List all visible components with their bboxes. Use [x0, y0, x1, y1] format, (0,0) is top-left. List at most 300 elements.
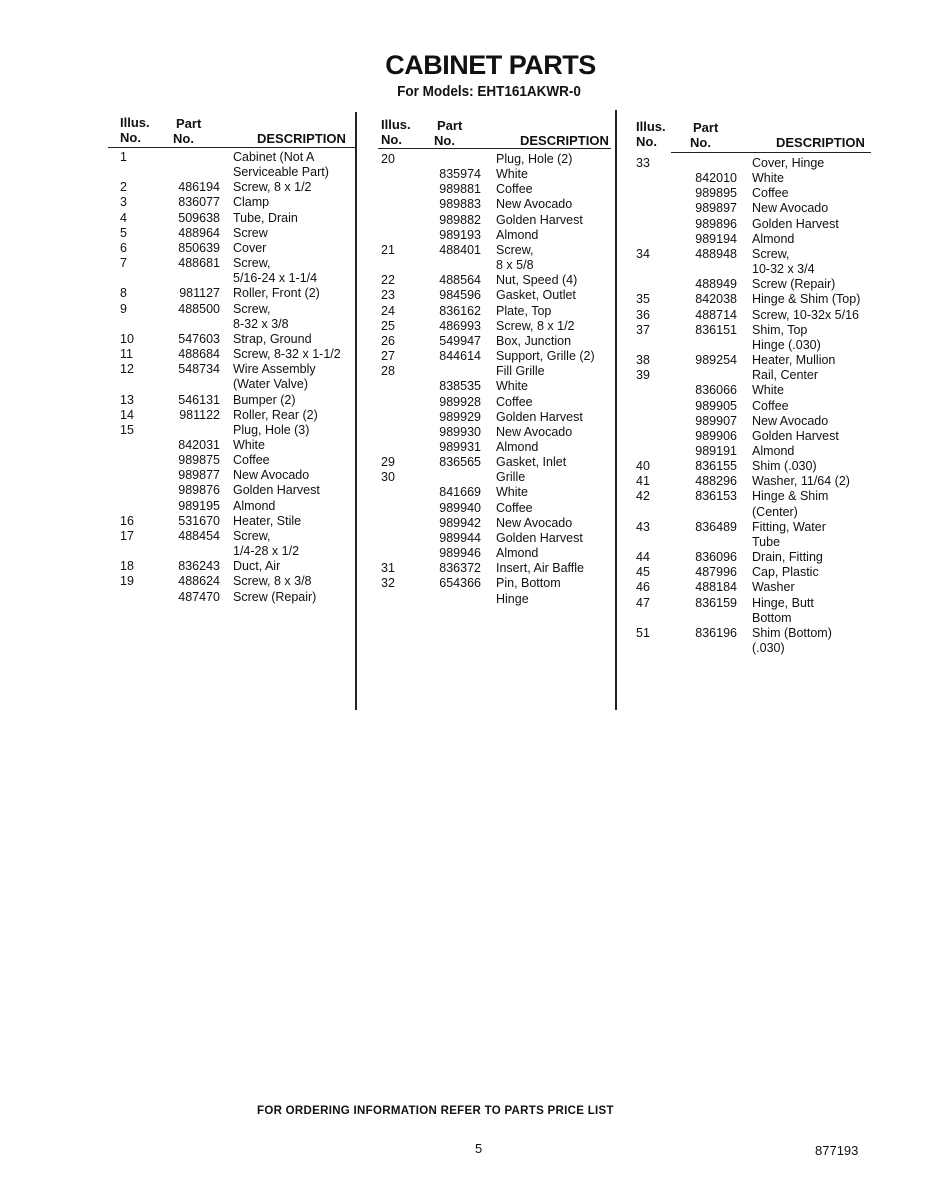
- illus-number: 22: [381, 273, 395, 288]
- table-row: [120, 559, 360, 574]
- table-row: [636, 414, 876, 429]
- table-row: [381, 561, 621, 576]
- table-row: [636, 489, 876, 504]
- part-description: Golden Harvest: [233, 483, 320, 498]
- table-row: [381, 349, 621, 364]
- part-description: Bottom: [752, 610, 792, 625]
- part-number: 488564: [439, 273, 481, 288]
- part-number: 989877: [178, 468, 220, 483]
- part-number: 984596: [439, 288, 481, 303]
- illus-number: 17: [120, 528, 134, 543]
- table-row: [120, 317, 360, 332]
- table-row: [120, 256, 360, 271]
- part-number: 989905: [695, 398, 737, 413]
- part-description: Screw: [233, 225, 268, 240]
- part-number: 989875: [178, 453, 220, 468]
- table-row: [636, 444, 876, 459]
- illus-header: No.: [120, 130, 141, 145]
- illus-header: No.: [381, 132, 402, 147]
- illus-number: 3: [120, 195, 127, 210]
- table-row: [636, 550, 876, 565]
- part-number: 546131: [178, 392, 220, 407]
- table-row: [120, 271, 360, 286]
- table-row: [636, 247, 876, 262]
- part-description: Golden Harvest: [496, 530, 583, 545]
- table-row: [381, 455, 621, 470]
- table-row: [381, 516, 621, 531]
- table-row: [636, 308, 876, 323]
- table-row: [120, 483, 360, 498]
- table-row: [120, 377, 360, 392]
- part-number: 989929: [439, 409, 481, 424]
- part-number: 487996: [695, 565, 737, 580]
- part-description: Gasket, Outlet: [496, 288, 576, 303]
- illus-number: 5: [120, 225, 127, 240]
- illus-number: 31: [381, 561, 395, 576]
- part-description: Cover: [233, 240, 267, 255]
- table-row: [636, 565, 876, 580]
- part-number: 836196: [695, 625, 737, 640]
- part-description: Tube: [752, 534, 781, 549]
- part-description: New Avocado: [496, 424, 573, 439]
- part-number: 488964: [178, 225, 220, 240]
- part-number: 844614: [439, 349, 481, 364]
- part-number: 989882: [439, 212, 481, 227]
- part-description: Hinge & Shim (Top): [752, 292, 861, 307]
- description-header: DESCRIPTION: [776, 135, 865, 150]
- part-description: New Avocado: [233, 468, 310, 483]
- table-row: [636, 201, 876, 216]
- table-row: [381, 470, 621, 485]
- illus-number: 40: [636, 459, 650, 474]
- table-row: [120, 150, 360, 165]
- table-row: [381, 379, 621, 394]
- illus-number: 25: [381, 318, 395, 333]
- part-header: Part: [437, 118, 463, 133]
- part-description: Almond: [496, 439, 539, 454]
- part-description: Grille: [496, 470, 526, 485]
- part-number: 531670: [178, 513, 220, 528]
- part-description: White: [752, 171, 784, 186]
- table-row: [381, 546, 621, 561]
- part-description: Coffee: [752, 398, 789, 413]
- part-number: 989193: [439, 227, 481, 242]
- table-row: [381, 531, 621, 546]
- part-number: 486194: [178, 180, 220, 195]
- part-number: 989906: [695, 428, 737, 443]
- page-number: 5: [475, 1141, 483, 1156]
- part-description: White: [496, 167, 528, 182]
- part-description: Golden Harvest: [496, 409, 583, 424]
- table-row: [120, 393, 360, 408]
- illus-number: 28: [381, 364, 395, 379]
- part-number: 850639: [178, 240, 220, 255]
- part-description: Screw, 8-32 x 1-1/2: [233, 347, 341, 362]
- table-row: [636, 368, 876, 383]
- part-number: 981122: [179, 407, 220, 422]
- part-number: 842031: [178, 437, 220, 452]
- table-row: [120, 332, 360, 347]
- table-row: [381, 334, 621, 349]
- part-description: Tube, Drain: [233, 210, 298, 225]
- table-row: [636, 186, 876, 201]
- table-row: [120, 180, 360, 195]
- part-description: Coffee: [496, 182, 533, 197]
- part-description: New Avocado: [496, 515, 573, 530]
- part-description: Cabinet (Not A: [233, 150, 315, 164]
- part-number: 836489: [695, 519, 737, 534]
- part-description: 5/16-24 x 1-1/4: [233, 271, 318, 286]
- part-description: Insert, Air Baffle: [496, 561, 585, 576]
- table-row: [636, 474, 876, 489]
- table-row: [636, 156, 876, 171]
- illus-number: 35: [636, 292, 650, 307]
- table-row: [381, 410, 621, 425]
- part-description: 10-32 x 3/4: [752, 262, 815, 277]
- table-row: [120, 438, 360, 453]
- table-row: [636, 429, 876, 444]
- header-rule: [671, 152, 871, 153]
- part-number: 989876: [178, 483, 220, 498]
- table-row: [381, 197, 621, 212]
- part-description: 8-32 x 3/8: [233, 316, 289, 331]
- illus-number: 38: [636, 353, 650, 368]
- part-number: 989944: [439, 530, 481, 545]
- part-description: Fill Grille: [496, 364, 545, 379]
- part-description: Duct, Air: [233, 559, 281, 574]
- part-description: Plug, Hole (2): [496, 152, 573, 166]
- illus-number: 7: [120, 256, 127, 271]
- illus-number: 1: [120, 150, 127, 164]
- part-number: 486993: [439, 318, 481, 333]
- table-row: [636, 217, 876, 232]
- illus-number: 2: [120, 180, 127, 195]
- part-description: Bumper (2): [233, 392, 296, 407]
- table-row: [636, 323, 876, 338]
- table-row: [120, 347, 360, 362]
- part-description: White: [496, 485, 528, 500]
- illus-number: 36: [636, 307, 650, 322]
- part-description: Almond: [752, 231, 795, 246]
- table-row: [381, 258, 621, 273]
- part-number: 989194: [695, 231, 737, 246]
- illus-number: 13: [120, 392, 134, 407]
- illus-number: 34: [636, 246, 650, 261]
- part-header: Part: [176, 116, 202, 131]
- table-row: [381, 273, 621, 288]
- part-description: Screw, 8 x 1/2: [496, 318, 575, 333]
- table-row: [381, 425, 621, 440]
- table-row: [381, 440, 621, 455]
- illus-number: 30: [381, 470, 395, 485]
- part-description: Heater, Stile: [233, 513, 302, 528]
- table-row: [381, 304, 621, 319]
- illus-number: 37: [636, 322, 650, 337]
- part-description: Heater, Mullion: [752, 353, 836, 368]
- part-description: Coffee: [752, 186, 789, 201]
- part-number: 488500: [178, 301, 220, 316]
- illus-header: Illus.: [381, 117, 411, 132]
- part-description: Golden Harvest: [752, 428, 839, 443]
- table-row: [636, 383, 876, 398]
- part-number: 989930: [439, 424, 481, 439]
- illus-header: Illus.: [636, 119, 666, 134]
- part-description: Roller, Front (2): [233, 286, 320, 301]
- part-description: 8 x 5/8: [496, 258, 534, 273]
- part-description: Screw,: [233, 256, 271, 271]
- part-number: 488401: [439, 242, 481, 257]
- part-number: 488949: [695, 277, 737, 292]
- part-description: Screw, 8 x 1/2: [233, 180, 312, 195]
- illus-number: 6: [120, 240, 127, 255]
- page-title: CABINET PARTS: [385, 50, 596, 80]
- table-row: [120, 453, 360, 468]
- part-number: 835974: [439, 167, 481, 182]
- illus-number: 43: [636, 519, 650, 534]
- part-description: Roller, Rear (2): [233, 407, 318, 422]
- part-description: Shim (Bottom): [752, 625, 832, 640]
- table-row: [381, 288, 621, 303]
- part-description: Wire Assembly: [233, 362, 316, 377]
- part-description: Screw, 8 x 3/8: [233, 574, 312, 589]
- part-number: 654366: [439, 576, 481, 591]
- part-description: Golden Harvest: [496, 212, 583, 227]
- part-description: (.030): [752, 641, 785, 655]
- table-row: [636, 277, 876, 292]
- part-description: Almond: [752, 443, 795, 458]
- table-row: [636, 505, 876, 520]
- illus-number: 46: [636, 580, 650, 595]
- part-number: 989928: [439, 394, 481, 409]
- part-number: 547603: [178, 331, 220, 346]
- part-number: 838535: [439, 379, 481, 394]
- table-row: [636, 596, 876, 611]
- part-number: 989896: [695, 216, 737, 231]
- part-number: 836565: [439, 455, 481, 470]
- part-description: Screw,: [233, 301, 271, 316]
- part-number: 989895: [695, 186, 737, 201]
- table-row: [636, 399, 876, 414]
- part-description: New Avocado: [752, 413, 829, 428]
- part-description: Plate, Top: [496, 303, 552, 318]
- header-rule: [378, 148, 611, 149]
- part-number: 836096: [695, 550, 737, 565]
- part-header: No.: [690, 135, 711, 150]
- part-description: Serviceable Part): [233, 165, 329, 180]
- part-number: 989931: [439, 439, 481, 454]
- table-row: [636, 580, 876, 595]
- table-row: [636, 353, 876, 368]
- part-description: Support, Grille (2): [496, 349, 595, 364]
- part-number: 989191: [695, 443, 737, 458]
- part-number: 509638: [178, 210, 220, 225]
- part-number: 836151: [695, 322, 737, 337]
- illus-number: 32: [381, 576, 395, 591]
- table-row: [636, 262, 876, 277]
- illus-number: 9: [120, 301, 127, 316]
- part-description: Screw (Repair): [752, 277, 836, 292]
- table-row: [636, 338, 876, 353]
- illus-number: 23: [381, 288, 395, 303]
- illus-number: 12: [120, 362, 134, 377]
- part-description: Golden Harvest: [752, 216, 839, 231]
- part-description: Screw (Repair): [233, 589, 317, 604]
- illus-number: 19: [120, 574, 134, 589]
- table-row: [636, 232, 876, 247]
- part-number: 989881: [439, 182, 481, 197]
- part-description: Almond: [496, 227, 539, 242]
- part-number: 989195: [178, 498, 220, 513]
- illus-number: 20: [381, 152, 395, 166]
- table-row: [636, 535, 876, 550]
- description-header: DESCRIPTION: [257, 131, 346, 146]
- part-number: 989254: [695, 353, 737, 368]
- table-row: [120, 529, 360, 544]
- illus-number: 4: [120, 210, 127, 225]
- table-row: [120, 165, 360, 180]
- part-description: Screw, 10-32x 5/16: [752, 307, 860, 322]
- table-row: [120, 514, 360, 529]
- table-row: [636, 611, 876, 626]
- part-header: No.: [434, 133, 455, 148]
- part-number: 989897: [695, 201, 737, 216]
- document-code: 877193: [815, 1143, 859, 1158]
- table-row: [120, 286, 360, 301]
- table-row: [636, 520, 876, 535]
- part-description: Hinge (.030): [752, 337, 821, 352]
- part-number: 836372: [439, 561, 481, 576]
- part-description: Almond: [496, 546, 539, 561]
- part-number: 989940: [439, 500, 481, 515]
- illus-number: 42: [636, 489, 650, 504]
- part-number: 488684: [178, 347, 220, 362]
- part-description: Cap, Plastic: [752, 565, 819, 580]
- part-description: Coffee: [233, 453, 270, 468]
- part-description: Screw,: [752, 246, 790, 261]
- header-rule: [108, 147, 356, 148]
- part-number: 836153: [695, 489, 737, 504]
- part-description: New Avocado: [752, 201, 829, 216]
- table-row: [120, 499, 360, 514]
- table-row: [381, 319, 621, 334]
- part-description: Almond: [233, 498, 276, 513]
- illus-number: 47: [636, 595, 650, 610]
- illus-number: 44: [636, 550, 650, 565]
- part-description: Drain, Fitting: [752, 550, 823, 565]
- part-header: No.: [173, 131, 194, 146]
- part-description: Rail, Center: [752, 368, 818, 383]
- part-number: 549947: [439, 333, 481, 348]
- table-row: [381, 243, 621, 258]
- part-description: New Avocado: [496, 197, 573, 212]
- part-number: 836155: [695, 459, 737, 474]
- illus-number: 51: [636, 625, 650, 640]
- part-description: Strap, Ground: [233, 331, 312, 346]
- part-number: 487470: [178, 589, 220, 604]
- illus-header: No.: [636, 134, 657, 149]
- part-number: 836162: [439, 303, 481, 318]
- table-row: [120, 468, 360, 483]
- illus-number: 45: [636, 565, 650, 580]
- illus-number: 21: [381, 242, 395, 257]
- part-description: Screw,: [233, 528, 271, 543]
- table-row: [120, 590, 360, 605]
- table-row: [636, 292, 876, 307]
- illus-number: 11: [120, 347, 133, 362]
- part-description: Fitting, Water: [752, 519, 826, 534]
- table-row: [636, 626, 876, 641]
- illus-number: 29: [381, 455, 395, 470]
- table-row: [120, 241, 360, 256]
- part-number: 989907: [695, 413, 737, 428]
- part-description: Gasket, Inlet: [496, 455, 567, 470]
- part-number: 488714: [695, 307, 737, 322]
- illus-number: 14: [120, 407, 134, 422]
- part-description: Screw,: [496, 242, 534, 257]
- part-number: 989946: [439, 546, 481, 561]
- part-description: Plug, Hole (3): [233, 422, 310, 437]
- illus-number: 8: [120, 286, 127, 301]
- illus-number: 41: [636, 474, 650, 489]
- part-number: 488948: [695, 246, 737, 261]
- table-row: [381, 485, 621, 500]
- table-row: [381, 501, 621, 516]
- part-description: Washer, 11/64 (2): [752, 474, 850, 489]
- table-row: [120, 211, 360, 226]
- part-description: White: [496, 379, 528, 394]
- table-row: [381, 182, 621, 197]
- part-description: White: [752, 383, 784, 398]
- table-row: [381, 364, 621, 379]
- table-row: [120, 423, 360, 438]
- table-row: [120, 302, 360, 317]
- illus-number: 33: [636, 156, 650, 170]
- illus-number: 26: [381, 333, 395, 348]
- table-row: [381, 576, 621, 591]
- part-description: Cover, Hinge: [752, 156, 825, 170]
- illus-number: 10: [120, 331, 134, 346]
- part-number: 836066: [695, 383, 737, 398]
- part-description: White: [233, 437, 265, 452]
- part-number: 836159: [695, 595, 737, 610]
- ordering-note: FOR ORDERING INFORMATION REFER TO PARTS PRICE LIST: [257, 1105, 614, 1117]
- part-number: 488681: [178, 256, 220, 271]
- illus-number: 39: [636, 368, 650, 383]
- part-number: 488184: [695, 580, 737, 595]
- table-row: [636, 641, 876, 656]
- part-number: 841669: [439, 485, 481, 500]
- part-header: Part: [693, 120, 719, 135]
- illus-number: 18: [120, 559, 134, 574]
- part-number: 836077: [178, 195, 220, 210]
- table-row: [120, 226, 360, 241]
- part-description: Pin, Bottom: [496, 576, 561, 591]
- part-description: Hinge: [496, 591, 529, 606]
- part-description: Clamp: [233, 195, 270, 210]
- table-row: [381, 213, 621, 228]
- table-row: [636, 459, 876, 474]
- part-description: Box, Junction: [496, 333, 572, 348]
- part-number: 989883: [439, 197, 481, 212]
- illus-number: 27: [381, 349, 395, 364]
- part-description: Washer: [752, 580, 795, 595]
- models-subtitle: For Models: EHT161AKWR-0: [397, 83, 581, 100]
- part-description: Coffee: [496, 500, 533, 515]
- part-description: Shim (.030): [752, 459, 817, 474]
- part-description: (Center): [752, 504, 798, 519]
- part-description: Hinge, Butt: [752, 595, 814, 610]
- table-row: [381, 228, 621, 243]
